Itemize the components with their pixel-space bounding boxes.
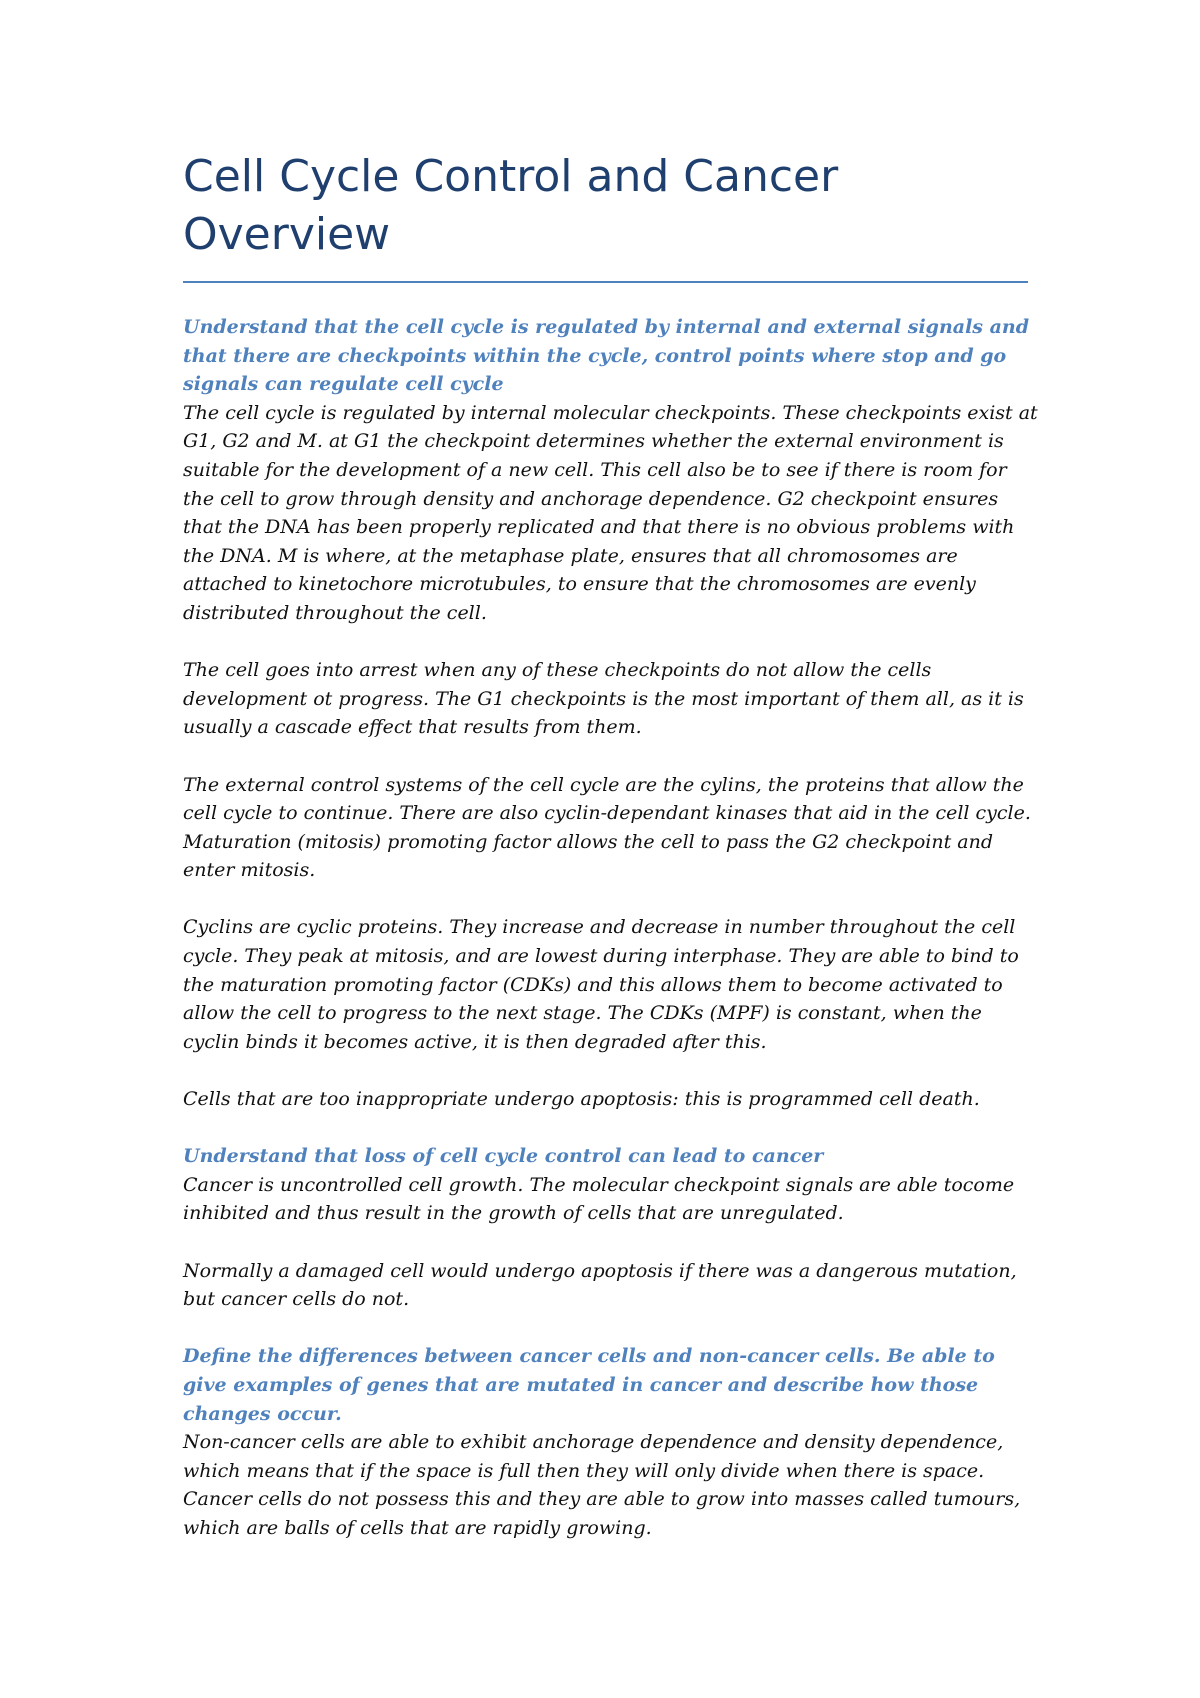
paragraph-non-cancer-cells: Non-cancer cells are able to exhibit anchorage dependence and density dependence, which means that if the space is full then they will only divide when there is space. Cancer cells do not possess this and they are able to grow into masses called tumours, which are balls of cells that are rapidly growing. (183, 1431, 1021, 1539)
paragraph-cancer-definition: Cancer is uncontrolled cell growth. The molecular checkpoint signals are able tocome inhibited and thus result in the growth of cells that are unregulated. (183, 1173, 1015, 1225)
paragraph-apoptosis: Cells that are too inappropriate undergo apoptosis: this is programmed cell death. (183, 1088, 980, 1111)
paragraph-cell-arrest: The cell goes into arrest when any of these checkpoints do not allow the cells development ot progress. The G1 checkpoints is the most important of them all, as it is usually a cascade effect that results from them. (183, 659, 1024, 739)
section-heading-loss-of-control: Understand that loss of cell cycle control can lead to cancer (183, 1145, 824, 1168)
title-underline-rule (183, 281, 1028, 283)
paragraph-cyclins: Cyclins are cyclic proteins. They increase and decrease in number throughout the cell cycle. They peak at mitosis, and are lowest during interphase. They are able to bind to the maturation promoting factor (CDKs) and this allows them to become activated to allow the cell to progress to the next stage. The CDKs (MPF) is constant, when the cyclin binds it becomes active, it is then degraded after this. (183, 916, 1019, 1053)
document-body (183, 313, 1043, 1543)
paragraph-spacer (183, 1114, 1043, 1143)
paragraph-spacer (183, 1314, 1043, 1343)
title-block (183, 148, 1028, 264)
paragraph-spacer (183, 1056, 1043, 1085)
paragraph-external-control: The external control systems of the cell cycle are the cylins, the proteins that allow the cell cycle to continue. There are also cyclin-dependant kinases that aid in the cell cycle. Maturation (mitosis) promoting factor allows the cell to pass the G2 checkpoint and enter mitosis. (183, 773, 1031, 882)
section-heading-cancer-vs-non-cancer: Define the differences between cancer cells and non-cancer cells. Be able to give examples of genes that are mutated in cancer and describe how those changes occur. (183, 1345, 995, 1425)
paragraph-checkpoints: The cell cycle is regulated by internal molecular checkpoints. These checkpoints exist at G1, G2 and M. at G1 the checkpoint determines whether the external environment is suitable for the development of a new cell. This cell also be to see if there is room for the cell to grow through density and anchorage dependence. G2 checkpoint ensures that the DNA has been properly replicated and that there is no obvious problems with the DNA. M is where, at the metaphase plate, ensures that all chromosomes are attached to kinetochore microtubules, to ensure that the chromosomes are evenly distributed throughout the cell. (183, 401, 1038, 624)
document-title-line-1: Cell Cycle Control and Cancer (183, 151, 839, 202)
paragraph-damaged-cell: Normally a damaged cell would undergo apoptosis if there was a dangerous mutation, but cancer cells do not. (183, 1259, 1017, 1311)
paragraph-spacer (183, 885, 1043, 914)
paragraph-spacer (183, 628, 1043, 657)
document-title-line-2: Overview (183, 209, 391, 260)
paragraph-spacer (183, 742, 1043, 771)
document-title (183, 148, 1028, 264)
section-heading-cell-cycle-regulation: Understand that the cell cycle is regulated by internal and external signals and that there are checkpoints within the cycle, control points where stop and go signals can regulate cell cycle (183, 316, 1030, 396)
paragraph-spacer (183, 1228, 1043, 1257)
